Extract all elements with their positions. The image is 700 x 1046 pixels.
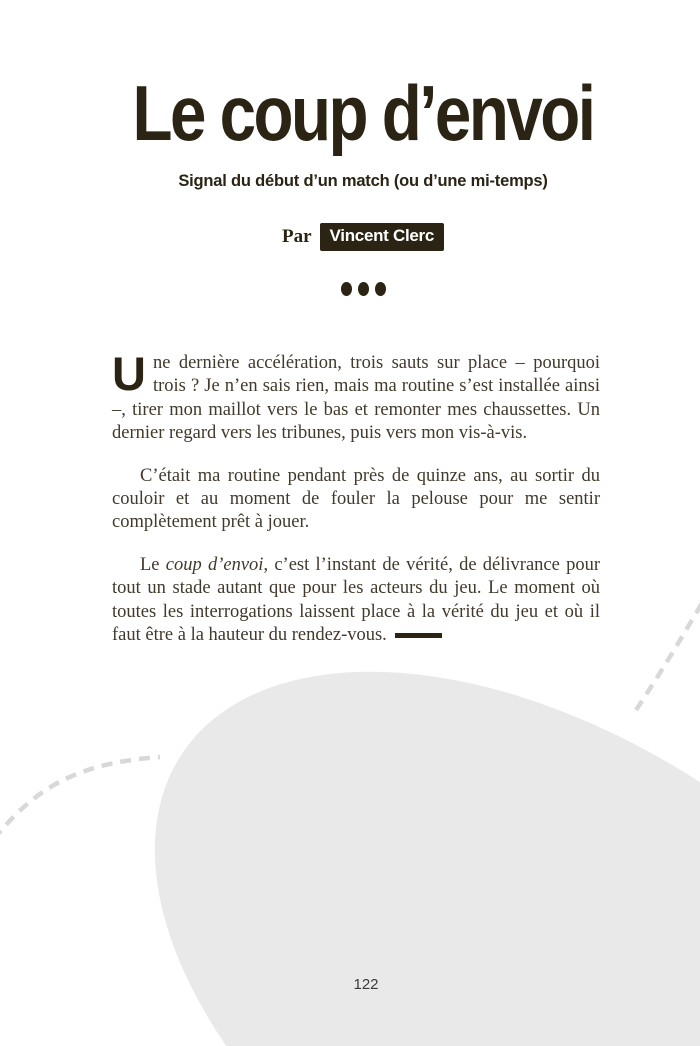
author-badge: Vincent Clerc <box>320 223 444 251</box>
article-body <box>112 347 600 666</box>
dot-icon <box>341 282 352 296</box>
italic-term: coup d’envoi <box>165 554 264 575</box>
dashed-curve-left-icon <box>0 757 160 854</box>
dot-icon <box>358 282 369 296</box>
page-title: Le coup d’envoi <box>132 69 594 157</box>
end-bar-icon <box>395 633 442 638</box>
paragraph <box>112 347 600 446</box>
paragraph-text: Le <box>140 554 166 575</box>
byline-prefix: Par <box>282 226 312 247</box>
byline <box>13 223 700 251</box>
page-footer <box>16 976 700 993</box>
ellipsis-dots-icon <box>13 282 700 296</box>
paragraph <box>112 554 600 648</box>
paragraph-text: ne dernière accélération, trois sauts sur place – pourquoi trois ? Je n’en sais rien, mais ma routine s’est installée ainsi –, tirer mon maillot vers le bas et remonter mes chaussettes. Un dernier regard vers les tribunes, puis vers mon vis-à-vis. <box>112 353 600 444</box>
page-subtitle: Signal du début d’un match (ou d’une mi-temps) <box>178 172 548 190</box>
paragraph-text: , c’est l’instant de vérité, de délivrance pour tout un stade autant que pour les acteurs du jeu. Le moment où toutes les interrogations laissent place à la vérité du jeu et où il faut être à la hauteur du rendez-vous. <box>112 554 600 646</box>
drop-cap: U <box>112 347 146 400</box>
dashed-curve-right-icon <box>636 596 700 710</box>
paragraph-text: C’était ma routine pendant près de quinze ans, au sortir du couloir et au moment de fouler la pelouse pour me sentir complètement prêt à jouer. <box>112 465 600 533</box>
page-number: 122 <box>353 976 379 993</box>
paragraph <box>112 465 600 535</box>
dot-icon <box>375 282 386 296</box>
